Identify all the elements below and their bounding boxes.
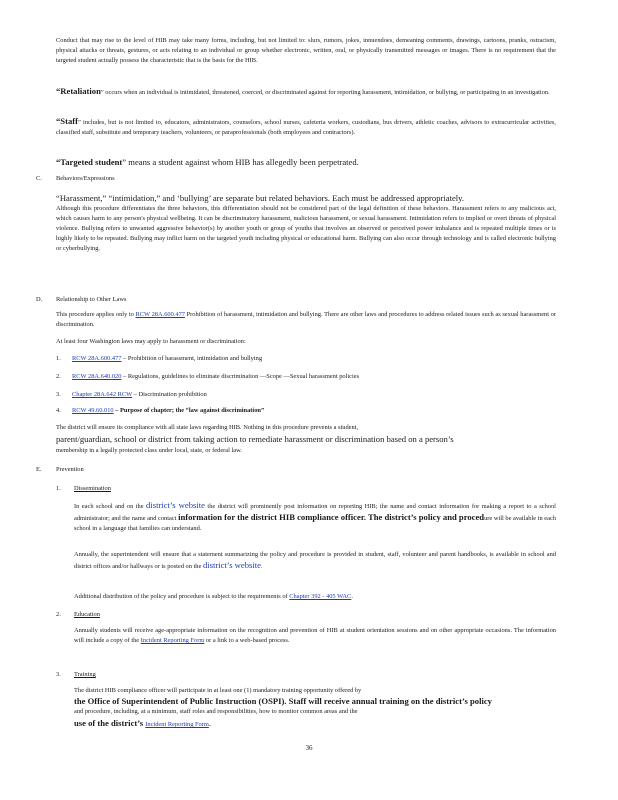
dissemination-p2-text: Annually, the superintendent will ensure that a statement summarizing the policy and procedure is provided in student, staff, volunteer and parent handbooks, is available in school and district offices and/or hallways or is posted on the	[74, 551, 556, 570]
targeted-student-definition	[56, 157, 556, 167]
section-d-post: Prohibition of harassment, intimidation and bullying. There are other laws and procedures to address related issues such as sexual harassment or discrimination.	[56, 311, 556, 328]
section-d-paragraph	[56, 310, 556, 330]
hib-forms-paragraph: Conduct that may rise to the level of HIB may take many forms, including, but not limited to: slurs, rumors, jokes, innuendoes, demeaning comments, drawings, cartoons, pranks, ostracism, physical attacks or threats, gestures, or acts relating to an individual or group whether electronic, written, oral, or physically transmitted messages or images. There is no requirement that the targeted student actually possess the characteristic that is the basis for the HIB.	[56, 37, 556, 64]
law-list-item	[56, 354, 540, 364]
list-text: – Discrimination prohibition	[133, 391, 207, 398]
education-paragraph	[74, 626, 556, 646]
targeted-term: “Targeted student	[56, 157, 123, 167]
staff-term: “Staff	[56, 116, 78, 126]
period: .	[287, 637, 290, 644]
list-text: – Prohibition of harassment, intimidation and bullying	[123, 355, 263, 362]
district-website-link-2[interactable]: district’s website	[202, 560, 261, 570]
list-number: 1.	[56, 355, 61, 362]
section-c-title: Behaviors/Expressions	[56, 175, 115, 182]
section-e-title: Prevention	[56, 466, 84, 473]
period: .	[208, 718, 211, 728]
section-d-title: Relationship to Other Laws	[56, 296, 127, 303]
dissemination-number: 1.	[56, 485, 61, 492]
education-mid: or a link to a web-based process	[205, 637, 288, 644]
dissemination-post: ure will be available in each school in a language that families can understand.	[74, 515, 556, 532]
law-list-item	[56, 372, 540, 382]
dissemination-bold: information for the district HIB compliance officer. The district’s policy and proced	[178, 512, 485, 522]
list-number: 4.	[56, 407, 61, 414]
dissemination-paragraph-2	[74, 550, 556, 572]
section-d-closing-1: The district will ensure its compliance with all state laws regarding HIB. Nothing in this procedure prevents a student,	[56, 424, 359, 431]
staff-definition	[56, 116, 556, 138]
rcw-28a-640-020-link[interactable]: RCW 28A.640.020	[72, 373, 122, 380]
targeted-text: ” means a student against whom HIB has allegedly been perpetrated.	[122, 157, 359, 167]
rcw-28a-600-477-link[interactable]: RCW 28A.600.477	[135, 311, 185, 318]
retaliation-definition	[56, 86, 556, 98]
staff-text: ” includes, but is not limited to, educators, administrators, counselors, school nurses, cafeteria workers, custodians, bus drivers, athletic coaches, advisors to extracurricular activities, classified staff, substitute and temporary teachers, volunteers, or paraprofessionals (both employees and contractors).	[56, 119, 556, 136]
education-heading: Education	[74, 611, 100, 618]
list-text: – Purpose of chapter; the “law against discrimination”	[115, 407, 265, 414]
section-d-intro: At least four Washington laws may apply to harassment or discrimination:	[56, 338, 246, 345]
training-line-4	[74, 718, 556, 730]
section-d-pre: This procedure applies only to	[56, 311, 134, 318]
page-number: 36	[305, 744, 313, 752]
rcw-49-60-010-link[interactable]: RCW 49.60.010	[72, 407, 114, 414]
section-d-closing-2: parent/guardian, school or district from taking action to remediate harassment or discrimination based on a person’s	[56, 434, 454, 444]
training-line-2	[74, 696, 556, 706]
district-website-link[interactable]: district’s website	[146, 500, 205, 510]
law-list-item	[56, 390, 540, 400]
rcw-28a-600-477-item-link[interactable]: RCW 28A.600.477	[72, 355, 122, 362]
retaliation-text: ” occurs when an individual is intimidated, threatened, coerced, or discriminated against for reporting harassment, intimidation, or bullying, or participating in an investigation.	[100, 89, 550, 96]
section-d-letter: D.	[36, 296, 43, 303]
training-line-3: and procedure, including, at a minimum, staff roles and responsibilities, how to monitor common areas and the	[74, 708, 358, 715]
period: .	[260, 563, 263, 570]
education-number: 2.	[56, 611, 61, 618]
section-c-lead: “Harassment,” “intimidation,” and ‘bullying’ are separate but related behaviors. Each must be addressed appropriately.	[56, 193, 465, 203]
list-text: – Regulations, guidelines to eliminate discrimination —Scope —Sexual harassment policies	[123, 373, 360, 380]
training-line-1: The district HIB compliance officer will participate in at least one (1) mandatory training opportunity offered by	[74, 687, 362, 694]
chapter-28a-642-link[interactable]: Chapter 28A.642 RCW	[72, 391, 133, 398]
retaliation-term: “Retaliation	[56, 86, 101, 96]
chapter-392-405-wac-link[interactable]: Chapter 392 - 405 WAC	[289, 593, 352, 600]
dissemination-p3-text: Additional distribution of the policy and procedure is subject to the requirements of	[74, 593, 288, 600]
list-number: 3.	[56, 391, 61, 398]
training-line-2-text: the Office of Superintendent of Public Instruction (OSPI). Staff will receive annual training on the district’s policy	[74, 696, 492, 706]
dissemination-mid: the district will prominently post information on reporting HIB; the name and contact information for making a report to a school administrator; and the name and contact	[74, 503, 556, 522]
training-line-4-text: use of the district’s	[74, 718, 144, 728]
incident-reporting-form-link[interactable]: Incident Reporting Form	[140, 637, 205, 644]
section-c-body: Although this procedure differentiates the three behaviors, this differentiation should not be considered part of the legal definition of these behaviors. Harassment refers to any malicious act, which causes harm to any person's physical wellbeing. It can be discriminatory harassment, malicious harassment, or sexual harassment. Intimidation refers to implied or overt threats of physical violence. Bullying refers to unwanted aggressive behavior(s) by another youth or group of youths that involves an observed or perceived power imbalance and is repeated multiple times or is highly likely to be repeated. Bullying may inflict harm on the targeted youth including physical or educational harm. Bullying can also occur through technology and is called electronic bullying or cyberbullying.	[56, 205, 556, 252]
law-list-item	[56, 406, 540, 416]
training-number: 3.	[56, 671, 61, 678]
education-text: Annually students will receive age-appropriate information on the recognition and prevention of HIB at student orientation sessions and on other appropriate occasions. The information will include a copy of the	[74, 627, 556, 644]
dissemination-paragraph-1	[74, 500, 556, 534]
dissemination-heading: Dissemination	[74, 485, 111, 492]
period: .	[351, 593, 353, 600]
section-c-letter: C.	[36, 175, 42, 182]
training-heading: Training	[74, 671, 96, 678]
list-number: 2.	[56, 373, 61, 380]
dissemination-paragraph-3	[74, 592, 556, 602]
section-d-closing-3: membership in a legally protected class under local, state, or federal law.	[56, 447, 242, 454]
dissemination-pre: In each school and on the	[74, 503, 144, 510]
incident-reporting-form-link-2[interactable]: Incident Reporting Form	[145, 721, 209, 728]
section-e-letter: E.	[36, 466, 42, 473]
